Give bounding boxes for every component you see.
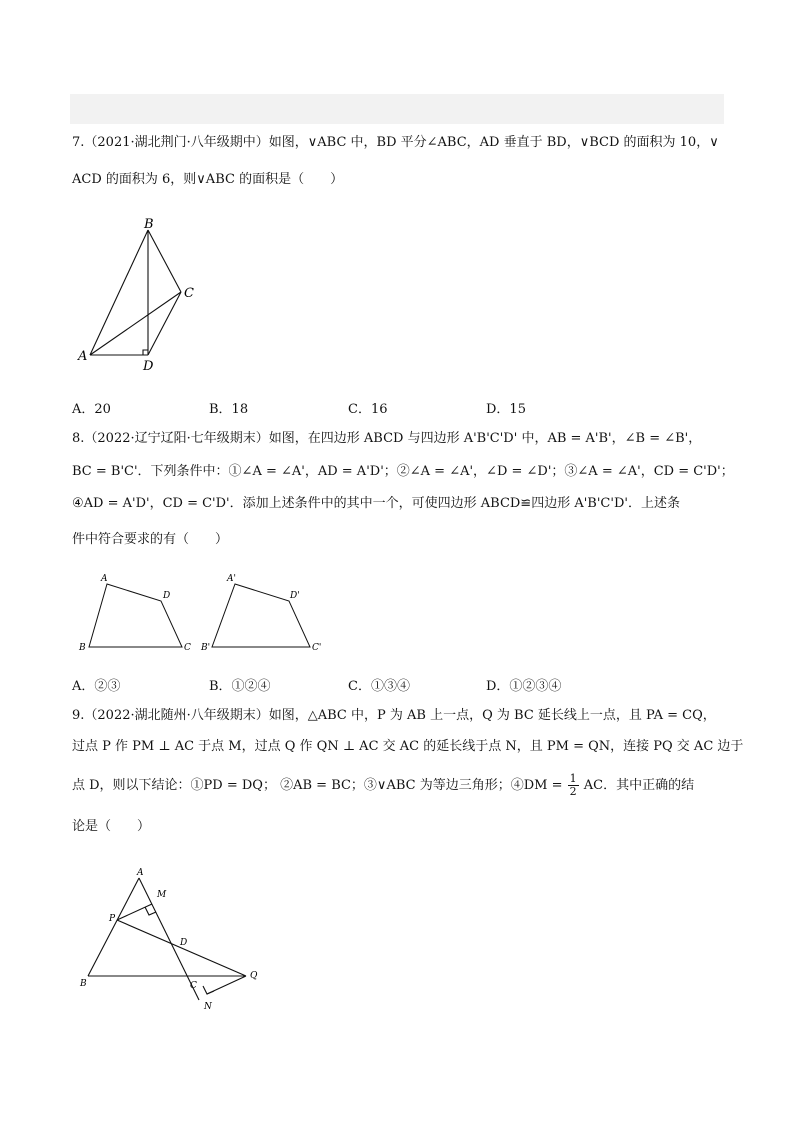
q8-text-line-3: ④AD = A'D'，CD = C'D'．添加上述条件中的其中一个，可使四边形 ABCD≌四边形 A'B'C'D'．上述条 bbox=[72, 496, 680, 511]
q9-text-line-4: 论是（ ） bbox=[72, 819, 151, 834]
q8-option-a[interactable]: A．②③ bbox=[72, 679, 121, 694]
q9-fraction-numerator: 1 bbox=[569, 772, 577, 785]
q9-text-line-2: 过点 P 作 PM ⊥ AC 于点 M，过点 Q 作 QN ⊥ AC 交 AC 的延长线于点 N，且 PM = QN，连接 PQ 交 AC 边于 bbox=[72, 739, 744, 754]
q8-fig1-label-c: C bbox=[184, 643, 191, 653]
q7-text-line-2: ACD 的面积为 6，则∨ABC 的面积是（ ） bbox=[72, 172, 344, 187]
q7-option-d[interactable]: D．15 bbox=[486, 402, 526, 417]
q8-text-line-4: 件中符合要求的有（ ） bbox=[72, 532, 229, 547]
q8-fig2-label-b: B' bbox=[201, 643, 211, 653]
q9-line3-part-b: AC．其中正确的结 bbox=[583, 778, 695, 793]
q7-option-c[interactable]: C．16 bbox=[348, 402, 388, 417]
q8-option-d[interactable]: D．①②③④ bbox=[486, 679, 562, 694]
q7-label-c: C bbox=[184, 286, 194, 301]
q7-label-b: B bbox=[144, 217, 154, 232]
q8-fig1-label-a: A bbox=[101, 574, 108, 584]
q9-label-n: N bbox=[204, 1002, 212, 1012]
q8-text-line-1: 8.（2022·辽宁辽阳·七年级期末）如图，在四边形 ABCD 与四边形 A'B'C'D' 中，AB = A'B'，∠B = ∠B'， bbox=[72, 431, 702, 446]
q9-label-m: M bbox=[157, 890, 167, 900]
q8-fig2-label-d: D' bbox=[290, 591, 300, 601]
q8-fig1-label-b: B bbox=[79, 643, 86, 653]
q8-fig1-label-d: D bbox=[163, 591, 171, 601]
q7-text-line-1: 7.（2021·湖北荆门·八年级期中）如图，∨ABC 中，BD 平分∠ABC，AD 垂直于 BD，∨BCD 的面积为 10，∨ bbox=[72, 135, 719, 150]
q9-label-c: C bbox=[190, 981, 197, 991]
q8-option-b[interactable]: B．①②④ bbox=[209, 679, 271, 694]
q7-label-a: A bbox=[78, 349, 88, 364]
q7-label-d: D bbox=[143, 359, 154, 374]
q9-label-d: D bbox=[180, 938, 188, 948]
q8-fig2-label-a: A' bbox=[227, 574, 236, 584]
q9-label-b: B bbox=[80, 979, 87, 989]
q8-option-c[interactable]: C．①③④ bbox=[348, 679, 410, 694]
q8-fig2-label-c: C' bbox=[312, 643, 322, 653]
q9-label-a: A bbox=[137, 868, 144, 878]
q7-option-b[interactable]: B．18 bbox=[209, 402, 249, 417]
q9-label-p: P bbox=[109, 914, 116, 924]
q8-text-line-2: BC = B'C'．下列条件中：①∠A = ∠A'，AD = A'D'；②∠A = ∠A'，∠D = ∠D'；③∠A = ∠A'，CD = C'D'； bbox=[72, 464, 734, 479]
q9-fraction-denominator: 2 bbox=[569, 785, 577, 798]
q9-text-line-1: 9.（2022·湖北随州·八年级期末）如图，△ABC 中，P 为 AB 上一点，Q 为 BC 延长线上一点，且 PA = CQ， bbox=[72, 708, 716, 723]
q9-label-q: Q bbox=[250, 971, 258, 981]
q9-line3-part-a: 点 D，则以下结论：①PD = DQ； ②AB = BC；③∨ABC 为等边三角形；④DM = bbox=[72, 778, 563, 793]
q7-option-a[interactable]: A．20 bbox=[72, 402, 111, 417]
